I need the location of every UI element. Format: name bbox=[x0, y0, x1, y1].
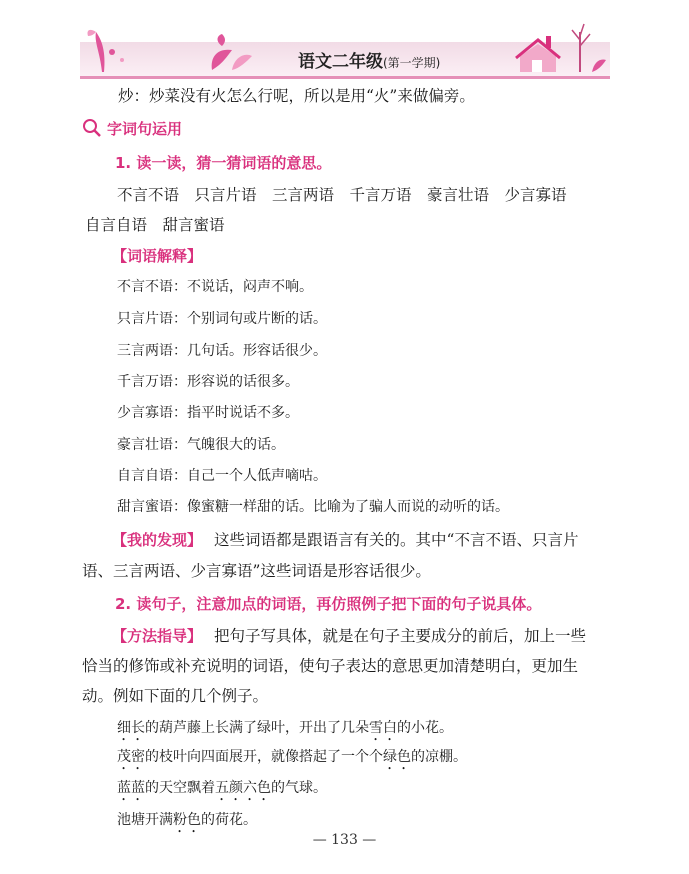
section-title: 字词句运用 bbox=[106, 120, 182, 138]
magnifier-icon bbox=[82, 118, 102, 138]
sentence-text: 的凉棚。 bbox=[411, 749, 467, 765]
section-heading bbox=[82, 118, 182, 139]
discovery-label: 【我的发现】 bbox=[112, 531, 203, 549]
discovery-text: 这些词语都是跟语言有关的。其中“不言不语、只言片 bbox=[214, 531, 579, 549]
emphasized-word: 雪白 bbox=[369, 720, 397, 736]
explanation-item: 不言不语：不说话，闷声不响。 bbox=[117, 279, 313, 295]
q1-words-line2: 自言自语 甜言蜜语 bbox=[85, 216, 225, 234]
q1-discovery bbox=[112, 530, 578, 550]
method-text-line3: 动。例如下面的几个例子。 bbox=[82, 687, 269, 705]
explanation-item: 豪言壮语：气魄很大的话。 bbox=[117, 437, 285, 453]
emphasized-word: 细长 bbox=[117, 720, 145, 736]
example-sentence bbox=[117, 778, 327, 804]
method-text: 把句子写具体，就是在句子主要成分的前后，加上一些 bbox=[214, 627, 587, 645]
left-floral-decoration-icon bbox=[82, 12, 262, 76]
sentence-text: 的葫芦藤上长满了绿叶，开出了几朵 bbox=[145, 720, 369, 736]
intro-line: 炒：炒菜没有火怎么行呢，所以是用“火”来做偏旁。 bbox=[118, 87, 475, 105]
method-label: 【方法指导】 bbox=[112, 627, 203, 645]
explanation-item: 三言两语：几句话。形容话很少。 bbox=[117, 343, 327, 359]
sentence-text: 的荷花。 bbox=[201, 812, 257, 828]
emphasized-word: 绿色 bbox=[383, 749, 411, 765]
q1-explain-label: 【词语解释】 bbox=[112, 247, 203, 265]
explanation-item: 自言自语：自己一个人低声嘀咕。 bbox=[117, 468, 327, 484]
page-header bbox=[80, 12, 610, 76]
explanation-item: 甜言蜜语：像蜜糖一样甜的话。比喻为了骗人而说的动听的话。 bbox=[117, 499, 509, 515]
discovery-text-line2: 语、三言两语、少言寡语”这些词语是形容话很少。 bbox=[82, 562, 431, 580]
q2-title: 2. 读句子，注意加点的词语，再仿照例子把下面的句子说具体。 bbox=[115, 595, 542, 613]
sentence-text: 的天空飘着 bbox=[145, 780, 215, 796]
example-sentence bbox=[117, 747, 467, 773]
q1-words-line1: 不言不语 只言片语 三言两语 千言万语 豪言壮语 少言寡语 bbox=[117, 186, 567, 204]
explanation-item: 只言片语：个别词句或片断的话。 bbox=[117, 311, 327, 327]
example-sentence bbox=[117, 718, 453, 744]
emphasized-word: 茂密 bbox=[117, 749, 145, 765]
header-title: 语文二年级(第一学期) bbox=[298, 52, 441, 72]
emphasized-word: 五颜六色 bbox=[215, 780, 271, 796]
sentence-text: 的小花。 bbox=[397, 720, 453, 736]
emphasized-word: 粉色 bbox=[173, 812, 201, 828]
right-house-decoration-icon bbox=[510, 12, 610, 76]
sentence-text: 的枝叶向四面展开，就像搭起了一个个 bbox=[145, 749, 383, 765]
sentence-text: 的气球。 bbox=[271, 780, 327, 796]
emphasized-word: 蓝蓝 bbox=[117, 780, 145, 796]
q1-title: 1. 读一读，猜一猜词语的意思。 bbox=[115, 154, 332, 172]
explanation-item: 少言寡语：指平时说话不多。 bbox=[117, 405, 299, 421]
sentence-text: 池塘开满 bbox=[117, 812, 173, 828]
method-text-line2: 恰当的修饰或补充说明的词语，使句子表达的意思更加清楚明白，更加生 bbox=[82, 657, 579, 675]
explanation-item: 千言万语：形容说的话很多。 bbox=[117, 374, 299, 390]
q2-method bbox=[112, 626, 586, 646]
page-number: — 133 — bbox=[312, 832, 377, 848]
